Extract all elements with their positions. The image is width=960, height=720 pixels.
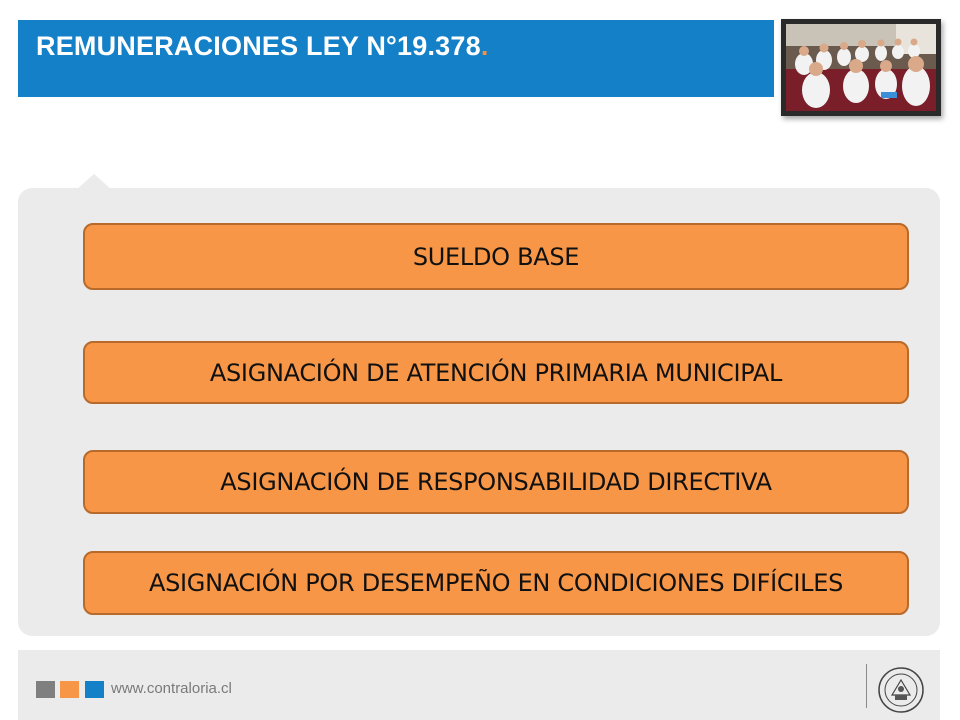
footer-square-gray [36, 681, 55, 698]
item-label: ASIGNACIÓN DE RESPONSABILIDAD DIRECTIVA [220, 468, 772, 496]
classroom-photo-image [786, 24, 936, 111]
item-condiciones-dificiles [83, 551, 909, 615]
slide-title [36, 31, 489, 62]
website-link[interactable]: www.contraloria.cl [111, 680, 232, 697]
item-atencion-primaria [83, 341, 909, 404]
slide-title-text: REMUNERACIONES LEY N°19.378 [36, 31, 481, 61]
item-label: ASIGNACIÓN DE ATENCIÓN PRIMARIA MUNICIPAL [209, 358, 783, 387]
item-sueldo-base [83, 223, 909, 290]
contraloria-seal-icon [876, 665, 926, 715]
item-label: ASIGNACIÓN POR DESEMPEÑO EN CONDICIONES DIFÍCILES [148, 569, 844, 597]
item-label: SUELDO BASE [412, 242, 580, 271]
footer-square-orange [60, 681, 79, 698]
slide-title-period: . [480, 31, 489, 61]
footer-square-blue [85, 681, 104, 698]
classroom-photo [781, 19, 941, 116]
footer-divider [866, 664, 867, 708]
item-responsabilidad-directiva [83, 450, 909, 514]
